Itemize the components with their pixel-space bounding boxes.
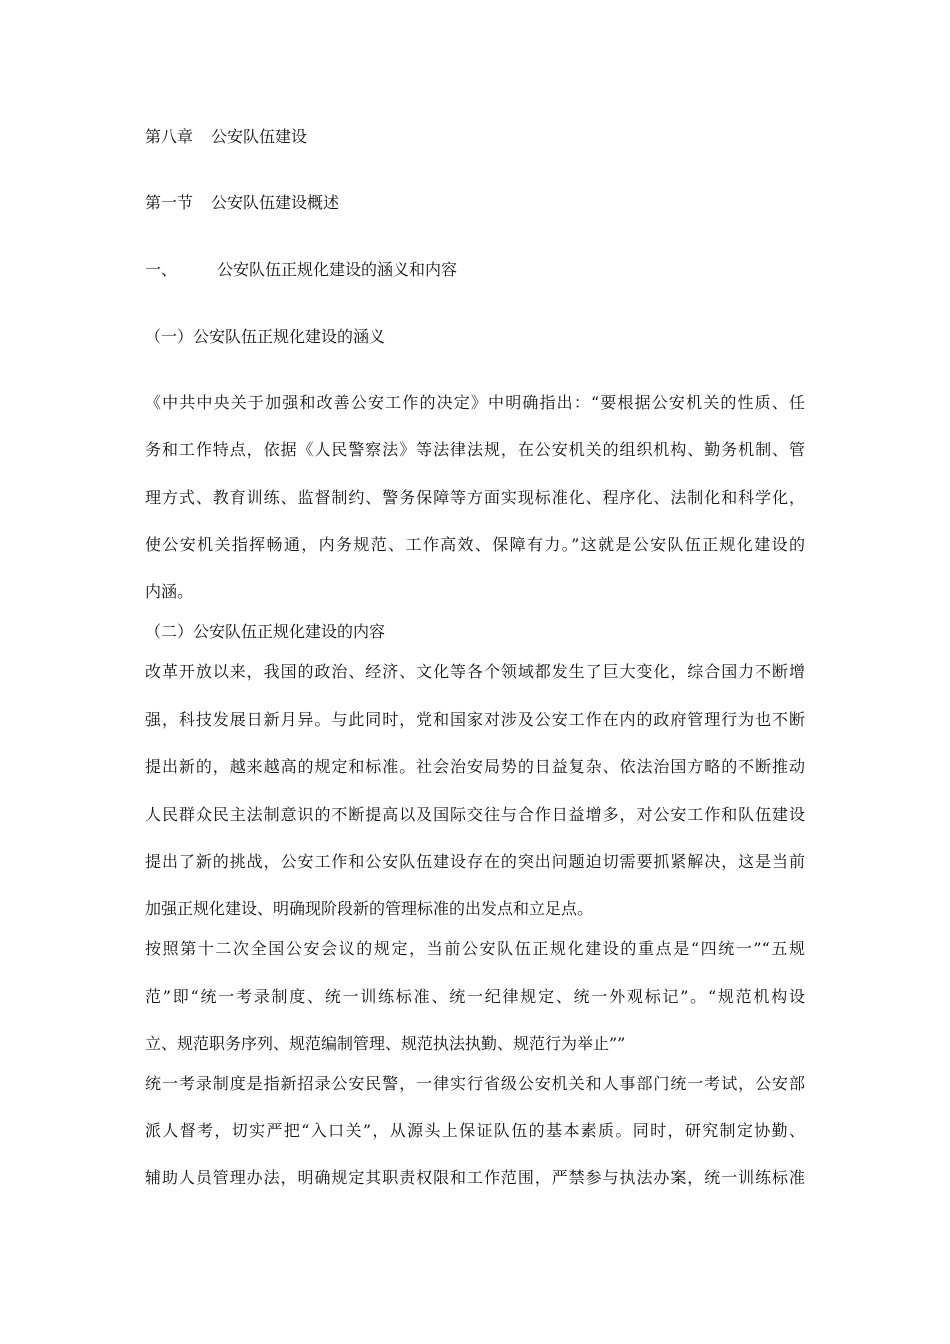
para2-line-3: 提出新的，越来越高的规定和标准。社会治安局势的日益复杂、依法治国方略的不断推动	[145, 757, 805, 776]
subheading-2: （二）公安队伍正规化建设的内容	[145, 622, 386, 641]
para3-line-2: 范”即“统一考录制度、统一训练标准、统一纪律规定、统一外观标记”。“规范机构设	[145, 987, 805, 1006]
section-title: 公安队伍建设概述	[211, 193, 340, 212]
heading-1	[145, 260, 457, 280]
para2-line-4: 人民群众民主法制意识的不断提高以及国际交往与合作日益增多，对公安工作和队伍建设	[145, 805, 805, 824]
heading-1-title: 公安队伍正规化建设的涵义和内容	[217, 260, 458, 279]
section-number: 第一节	[145, 193, 194, 212]
para2-line-1: 改革开放以来，我国的政治、经济、文化等各个领域都发生了巨大变化，综合国力不断增	[145, 662, 805, 681]
para2-line-6: 加强正规化建设、明确现阶段新的管理标准的出发点和立足点。	[145, 899, 594, 918]
para1-line-5: 内涵。	[145, 582, 194, 601]
para3-line-3: 立、规范职务序列、规范编制管理、规范执法执勤、规范行为举止””	[145, 1034, 626, 1053]
chapter-heading	[145, 127, 307, 147]
para2-line-2: 强，科技发展日新月异。与此同时，党和国家对涉及公安工作在内的政府管理行为也不断	[145, 710, 805, 729]
para2-line-5: 提出了新的挑战，公安工作和公安队伍建设存在的突出问题迫切需要抓紧解决，这是当前	[145, 852, 805, 871]
subheading-1: （一）公安队伍正规化建设的涵义	[145, 327, 386, 346]
chapter-title: 公安队伍建设	[211, 127, 308, 146]
para4-line-2: 派人督考，切实严把“入口关”，从源头上保证队伍的基本素质。同时，研究制定协勤、	[145, 1121, 805, 1140]
para3-line-1: 按照第十二次全国公安会议的规定，当前公安队伍正规化建设的重点是“四统一”“五规	[145, 939, 805, 958]
para1-line-3: 理方式、教育训练、监督制约、警务保障等方面实现标准化、程序化、法制化和科学化，	[145, 488, 805, 507]
heading-1-number: 一、	[145, 260, 178, 279]
para1-line-2: 务和工作特点，依据《人民警察法》等法律法规，在公安机关的组织机构、勤务机制、管	[145, 440, 805, 459]
para4-line-3: 辅助人员管理办法，明确规定其职责权限和工作范围，严禁参与执法办案，统一训练标准	[145, 1168, 805, 1187]
para1-line-1: 《中共中央关于加强和改善公安工作的决定》中明确指出：“要根据公安机关的性质、任	[145, 393, 805, 412]
para4-line-1: 统一考录制度是指新招录公安民警，一律实行省级公安机关和人事部门统一考试，公安部	[145, 1074, 805, 1093]
section-heading	[145, 193, 339, 213]
chapter-number: 第八章	[145, 127, 194, 146]
para1-line-4: 使公安机关指挥畅通，内务规范、工作高效、保障有力。”这就是公安队伍正规化建设的	[145, 535, 805, 554]
